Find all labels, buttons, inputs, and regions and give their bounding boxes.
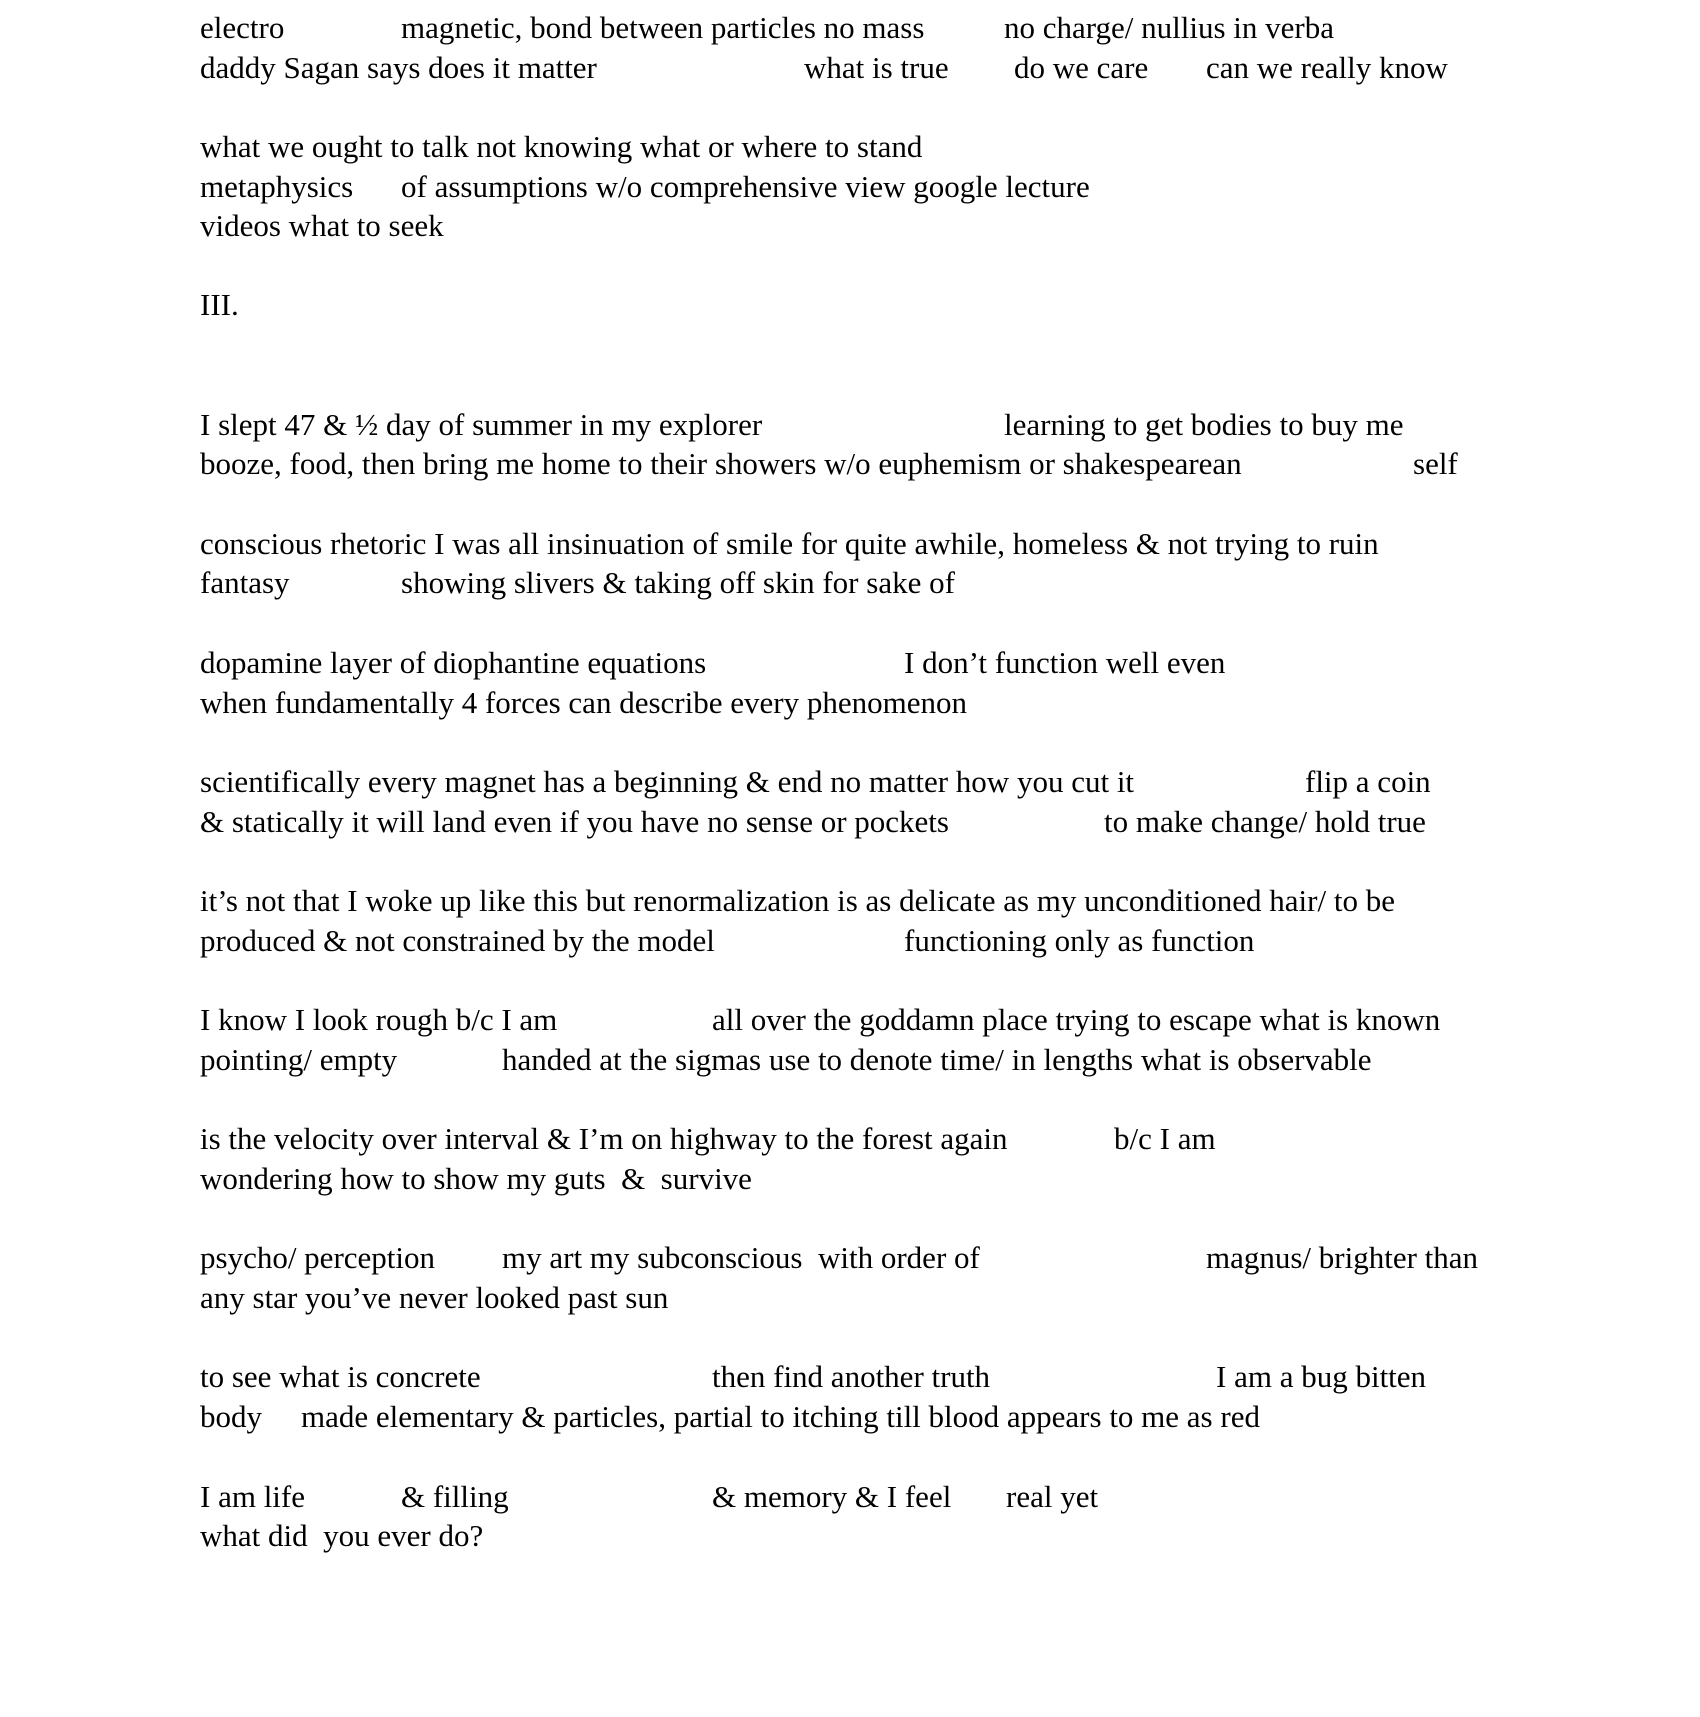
poem-text: is the velocity over interval & I’m on highway to the forest again (200, 1121, 1008, 1156)
poem-text: psycho/ perception (200, 1240, 436, 1275)
poem-text: no charge/ nullius in verba (1004, 10, 1335, 45)
poem-text: what is true (804, 50, 949, 85)
poem-line (0, 683, 967, 723)
poem-text: can we really know (1206, 50, 1448, 85)
poem-text: when fundamentally 4 forces can describe every phenomenon (200, 685, 967, 720)
poem-line (0, 1040, 1372, 1080)
poem-text: pointing/ empty (200, 1042, 398, 1077)
poem-text: metaphysics (200, 169, 354, 204)
poem-text: I am life (200, 1479, 306, 1514)
poem-text: learning to get bodies to buy me (1004, 407, 1404, 442)
poem-text: magnetic, bond between particles no mass (401, 10, 925, 45)
poem-line (0, 206, 444, 246)
poem-text: my art my subconscious with order of (502, 1240, 980, 1275)
poem-text: of assumptions w/o comprehensive view google lecture (401, 169, 1090, 204)
poem-text: real yet (1006, 1479, 1099, 1514)
poem-text: what we ought to talk not knowing what or where to stand (200, 129, 923, 164)
poem-text: I know I look rough b/c I am (200, 1002, 558, 1037)
section-number: III. (200, 287, 239, 322)
poem-line (0, 127, 923, 167)
poem-text: any star you’ve never looked past sun (200, 1280, 669, 1315)
poem-line (0, 444, 1458, 484)
poem-text: to make change/ hold true (1104, 804, 1426, 839)
poem-text: & statically it will land even if you have no sense or pockets (200, 804, 949, 839)
poem-text: made elementary & particles, partial to itching till blood appears to me as red (301, 1399, 1260, 1434)
poem-text: all over the goddamn place trying to escape what is known (712, 1002, 1441, 1037)
poem-text: dopamine layer of diophantine equations (200, 645, 707, 680)
poem-line (0, 48, 1448, 88)
poem-text: fantasy (200, 565, 290, 600)
poem-text: flip a coin (1305, 764, 1431, 799)
section-heading (0, 285, 239, 325)
poem-text: electro (200, 10, 285, 45)
poem-text: booze, food, then bring me home to their showers w/o euphemism or shakespearean (200, 446, 1242, 481)
poem-text: to see what is concrete (200, 1359, 481, 1394)
poem-text: what did you ever do? (200, 1518, 484, 1553)
poem-text: & memory & I feel (712, 1479, 952, 1514)
poem-text: body (200, 1399, 262, 1434)
poem-line (0, 524, 1379, 564)
poem-line (0, 1278, 669, 1318)
poem-line (0, 1516, 484, 1556)
poem-text: showing slivers & taking off skin for sake of (401, 565, 955, 600)
poem-line (0, 1397, 1260, 1437)
poem-line (0, 1357, 1427, 1397)
poem-text: I am a bug bitten (1216, 1359, 1427, 1394)
poem-line (0, 563, 955, 603)
poem-text: I don’t function well even (904, 645, 1226, 680)
poem-line (0, 643, 1226, 683)
poem-line (0, 802, 1426, 842)
poem-text: functioning only as function (904, 923, 1255, 958)
poem-text: scientifically every magnet has a beginning & end no matter how you cut it (200, 764, 1135, 799)
poem-text: it’s not that I woke up like this but renormalization is as delicate as my unconditioned hair/ to be (200, 883, 1395, 918)
poem-line (0, 405, 1404, 445)
poem-line (0, 8, 1335, 48)
poem-text: videos what to seek (200, 208, 444, 243)
poem-line (0, 881, 1395, 921)
poem-text: magnus/ brighter than (1206, 1240, 1479, 1275)
poem-line (0, 921, 1255, 961)
poem-text: & filling (401, 1479, 509, 1514)
poem-text: conscious rhetoric I was all insinuation of smile for quite awhile, homeless & not trying to ruin (200, 526, 1379, 561)
poem-text: wondering how to show my guts & survive (200, 1161, 752, 1196)
poem-text: self (1413, 446, 1458, 481)
poem-line (0, 1238, 1479, 1278)
poem-line (0, 167, 1090, 207)
poem-line (0, 1477, 1099, 1517)
poem-line (0, 762, 1431, 802)
poem-text: produced & not constrained by the model (200, 923, 715, 958)
poem-line (0, 1119, 1216, 1159)
poem-text: daddy Sagan says does it matter (200, 50, 597, 85)
poem-line (0, 1000, 1441, 1040)
poem-text: then find another truth (712, 1359, 991, 1394)
poem-text: handed at the sigmas use to denote time/ in lengths what is observable (502, 1042, 1372, 1077)
poem-text: I slept 47 & ½ day of summer in my explorer (200, 407, 763, 442)
poem-text: b/c I am (1114, 1121, 1216, 1156)
poem-text: do we care (1014, 50, 1149, 85)
poem-line (0, 1159, 752, 1199)
